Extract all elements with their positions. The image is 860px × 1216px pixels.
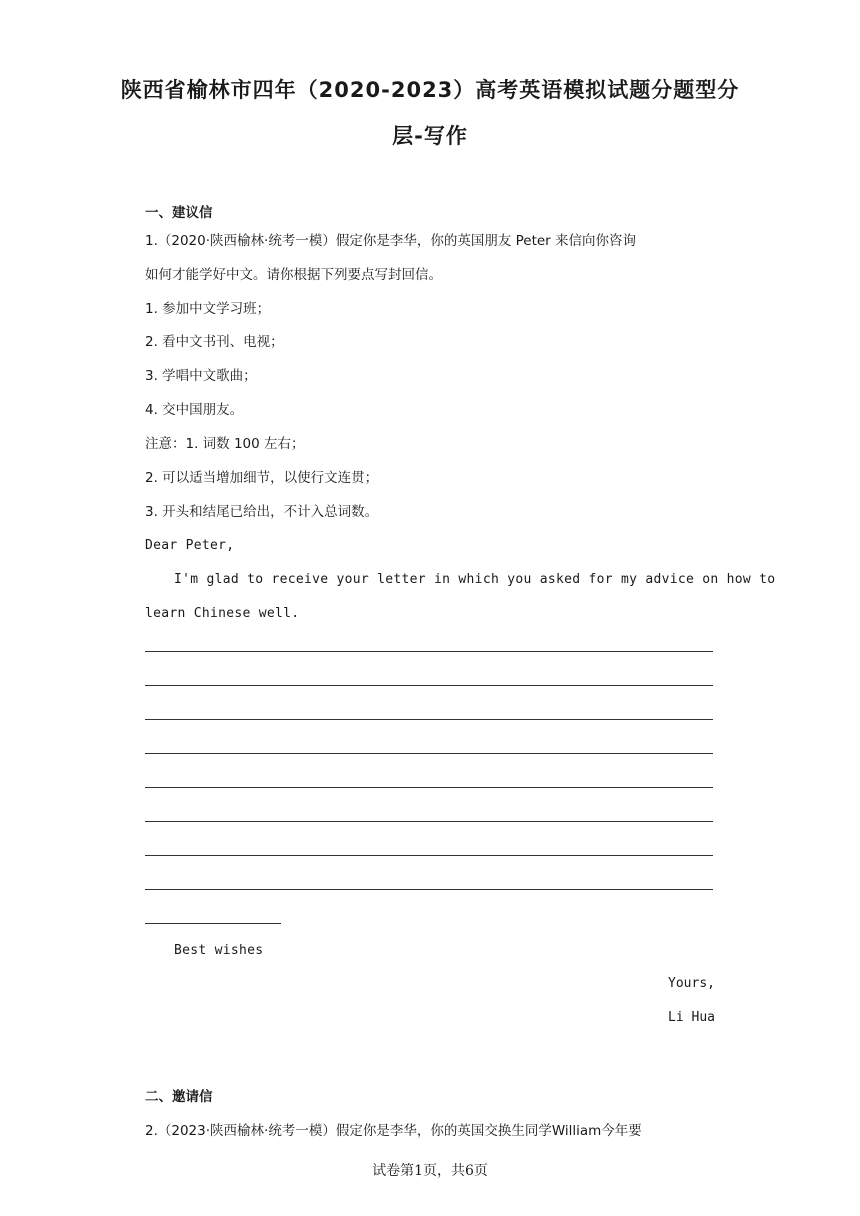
question-1-text-line-2: 如何才能学好中文。请你根据下列要点写封回信。 bbox=[145, 267, 442, 283]
point-item: 4. 交中国朋友。 bbox=[145, 402, 244, 418]
answer-line-short bbox=[145, 923, 281, 924]
letter-closing: Best wishes bbox=[174, 943, 264, 958]
answer-line bbox=[145, 651, 713, 652]
answer-line bbox=[145, 821, 713, 822]
answer-line bbox=[145, 719, 713, 720]
answer-line bbox=[145, 889, 713, 890]
note-item: 注意：1. 词数 100 左右； bbox=[145, 436, 305, 452]
question-2-text-line-1: 2.（2023·陕西榆林·统考一模）假定你是李华，你的英国交换生同学William今年要 bbox=[145, 1123, 642, 1139]
letter-opening-line-2: learn Chinese well. bbox=[145, 606, 300, 621]
letter-signature-name: Li Hua bbox=[668, 1010, 715, 1025]
title-line-2: 层-写作 bbox=[392, 124, 468, 148]
answer-line bbox=[145, 855, 713, 856]
answer-line bbox=[145, 787, 713, 788]
section-heading-suggestion-letter: 一、建议信 bbox=[145, 205, 213, 221]
point-item: 1. 参加中文学习班； bbox=[145, 301, 271, 317]
letter-greeting: Dear Peter, bbox=[145, 538, 235, 553]
note-item: 2. 可以适当增加细节，以使行文连贯； bbox=[145, 470, 379, 486]
title-line-1: 陕西省榆林市四年（2020-2023）高考英语模拟试题分题型分 bbox=[120, 78, 740, 102]
note-item: 3. 开头和结尾已给出，不计入总词数。 bbox=[145, 504, 379, 520]
point-item: 3. 学唱中文歌曲； bbox=[145, 368, 257, 384]
answer-line bbox=[145, 685, 713, 686]
section-heading-invitation-letter: 二、邀请信 bbox=[145, 1089, 213, 1105]
letter-signoff: Yours, bbox=[668, 976, 715, 991]
question-1-text-line-1: 1.（2020·陕西榆林·统考一模）假定你是李华，你的英国朋友 Peter 来信向你咨询 bbox=[145, 233, 637, 249]
point-item: 2. 看中文书刊、电视； bbox=[145, 334, 284, 350]
letter-opening-line-1: I'm glad to receive your letter in which you asked for my advice on how to bbox=[174, 572, 776, 587]
page-footer: 试卷第1页，共6页 bbox=[372, 1163, 488, 1179]
answer-line bbox=[145, 753, 713, 754]
